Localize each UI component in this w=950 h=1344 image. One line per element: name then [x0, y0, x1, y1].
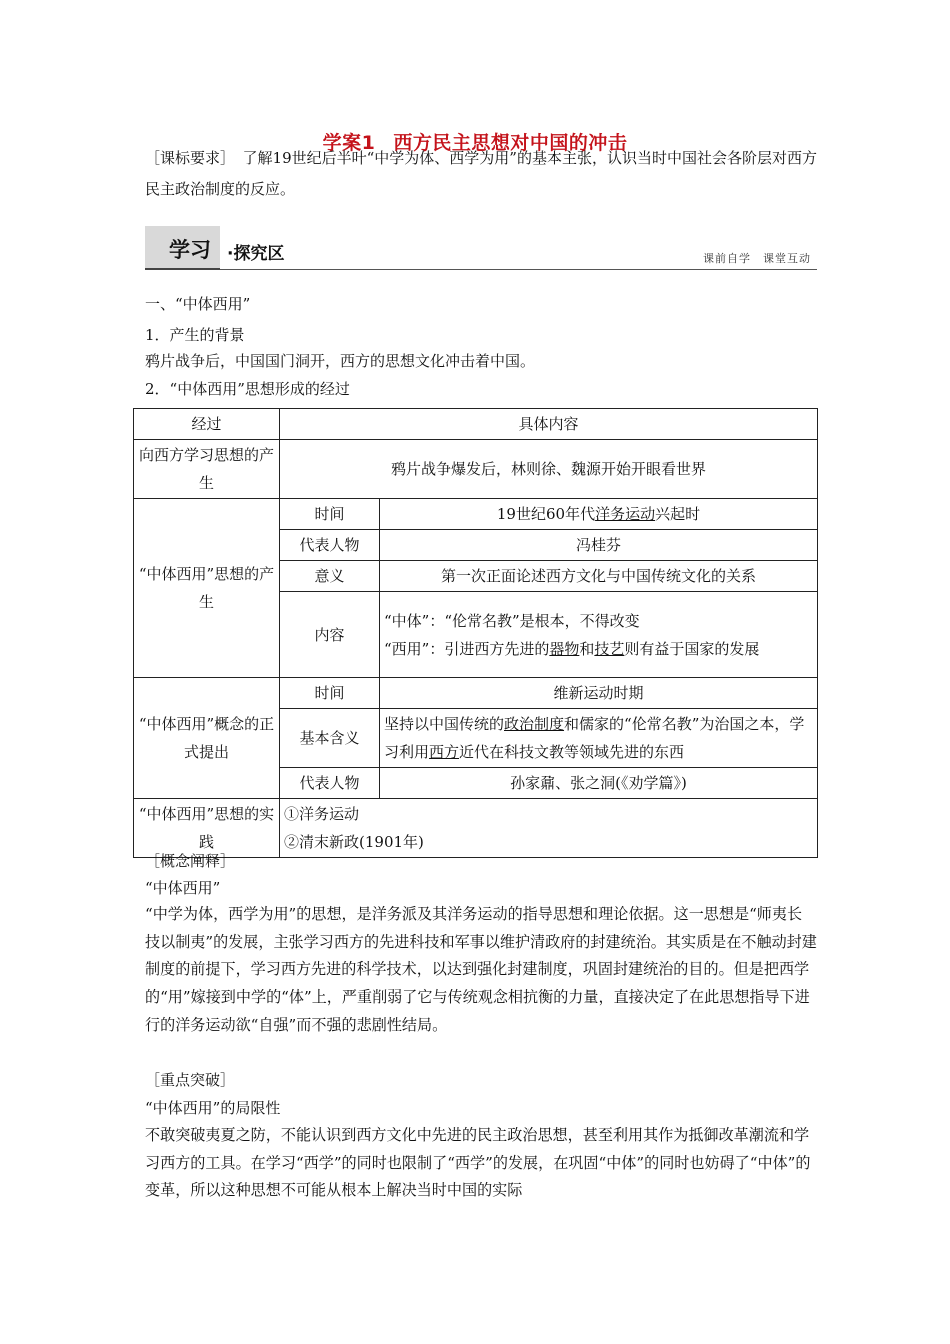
text-span: 近代在科技文教等领域先进的东西 [459, 743, 685, 761]
banner-rule [220, 269, 817, 270]
item-1-text: 鸦片战争后，中国国门洞开，西方的思想文化冲击着中国。 [145, 352, 536, 370]
banner-rule-thick [145, 268, 220, 270]
title-lesson: 学案1 [322, 132, 376, 154]
table-row [134, 440, 818, 499]
sub-label: 代表人物 [280, 768, 380, 799]
sub-value: 第一次正面论述西方文化与中国传统文化的关系 [380, 561, 818, 592]
text-span: “西用”：引进西方先进的 [384, 639, 550, 658]
banner-tab-label: 学习 [169, 238, 211, 262]
sub-value [380, 709, 818, 768]
focus-term: “中体西用”的局限性 [145, 1099, 281, 1117]
content-line: “中体”：“伦常名教”是根本，不得改变 [384, 611, 640, 630]
banner-right-label: 课前自学 课堂互动 [703, 252, 811, 265]
row-content: 鸦片战争爆发后，林则徐、魏源开始开眼看世界 [280, 440, 818, 499]
table-row [134, 678, 818, 709]
section-banner [145, 226, 817, 270]
focus-text: 不敢突破夷夏之防，不能认识到西方文化中先进的民主政治思想，甚至利用其作为抵御改革潮流和学习西方的工具。在学习“西学”的同时也限制了“西学”的发展，在巩固“中体”的同时也妨碍了“中体”的变革，所以这种思想不可能从根本上解决当时中国的实际 [145, 1126, 811, 1199]
content-line [384, 635, 813, 663]
practice-item: ②清末新政(1901年) [284, 833, 424, 851]
requirement-label: ［课标要求］ [145, 149, 228, 167]
sub-label: 基本含义 [280, 709, 380, 768]
row-label: 向西方学习思想的产生 [134, 440, 280, 499]
concept-term: “中体西用” [145, 879, 221, 897]
header-cell: 具体内容 [280, 409, 818, 440]
item-1-heading: 1．产生的背景 [145, 326, 245, 344]
section-heading: 一、“中体西用” [145, 295, 251, 313]
text-span: 和儒家的“伦常名教”为治国之本，学习利用 [384, 715, 805, 761]
sub-label: 内容 [280, 592, 380, 678]
sub-label: 时间 [280, 499, 380, 530]
curriculum-requirement [145, 143, 817, 205]
focus-label: ［重点突破］ [145, 1071, 236, 1089]
concept-text: “中学为体，西学为用”的思想，是洋务派及其洋务运动的指导思想和理论依据。这一思想是“师夷长技以制夷”的发展，主张学习西方的先进科技和军事以维护清政府的封建统治。其实质是在不触动封建制度的前提下，学习西方先进的科学技术，以达到强化封建制度，巩固封建统治的目的。但是把西学的“用”嫁接到中学的“体”上，严重削弱了它与传统观念相抗衡的力量，直接决定了在此思想指导下进行的洋务运动欲“自强”而不强的悲剧性结局。 [145, 905, 817, 1034]
sub-label: 意义 [280, 561, 380, 592]
text-span: 兴起时 [655, 505, 701, 523]
header-cell: 经过 [134, 409, 280, 440]
sub-value [380, 499, 818, 530]
table-row [134, 499, 818, 530]
row-label: “中体西用”思想的产生 [134, 499, 280, 678]
text-span: 则有益于国家的发展 [624, 639, 760, 658]
text-span: 19世纪60年代 [496, 505, 596, 523]
text-span: 和 [579, 639, 595, 658]
underlined-term: 西方 [429, 743, 460, 761]
table-header-row [134, 409, 818, 440]
row-label: “中体西用”概念的正式提出 [134, 678, 280, 799]
item-2-heading: 2．“中体西用”思想形成的经过 [145, 380, 350, 398]
sub-value: 冯桂芬 [380, 530, 818, 561]
underlined-term: 技艺 [594, 639, 625, 658]
underlined-term: 政治制度 [504, 715, 565, 733]
row-label: “中体西用”思想的实践 [134, 799, 280, 858]
sub-label: 时间 [280, 678, 380, 709]
concept-label: ［概念阐释］ [145, 852, 236, 870]
text-span: 坚持以中国传统的 [384, 715, 505, 733]
requirement-text: 了解19世纪后半叶“中学为体、西学为用”的基本主张，认识当时中国社会各阶层对西方民主政治制度的反应。 [145, 149, 817, 198]
underlined-term: 器物 [549, 639, 580, 658]
sub-value: 孙家鼐、张之洞(《劝学篇》) [380, 768, 818, 799]
practice-item: ①洋务运动 [284, 805, 360, 823]
sub-value: 维新运动时期 [380, 678, 818, 709]
banner-subtitle: ·探究区 [227, 244, 285, 264]
underlined-term: 洋务运动 [595, 505, 656, 523]
sub-label: 代表人物 [280, 530, 380, 561]
title-topic: 西方民主思想对中国的冲击 [393, 132, 628, 154]
formation-table [133, 408, 818, 858]
sub-value [380, 592, 818, 678]
